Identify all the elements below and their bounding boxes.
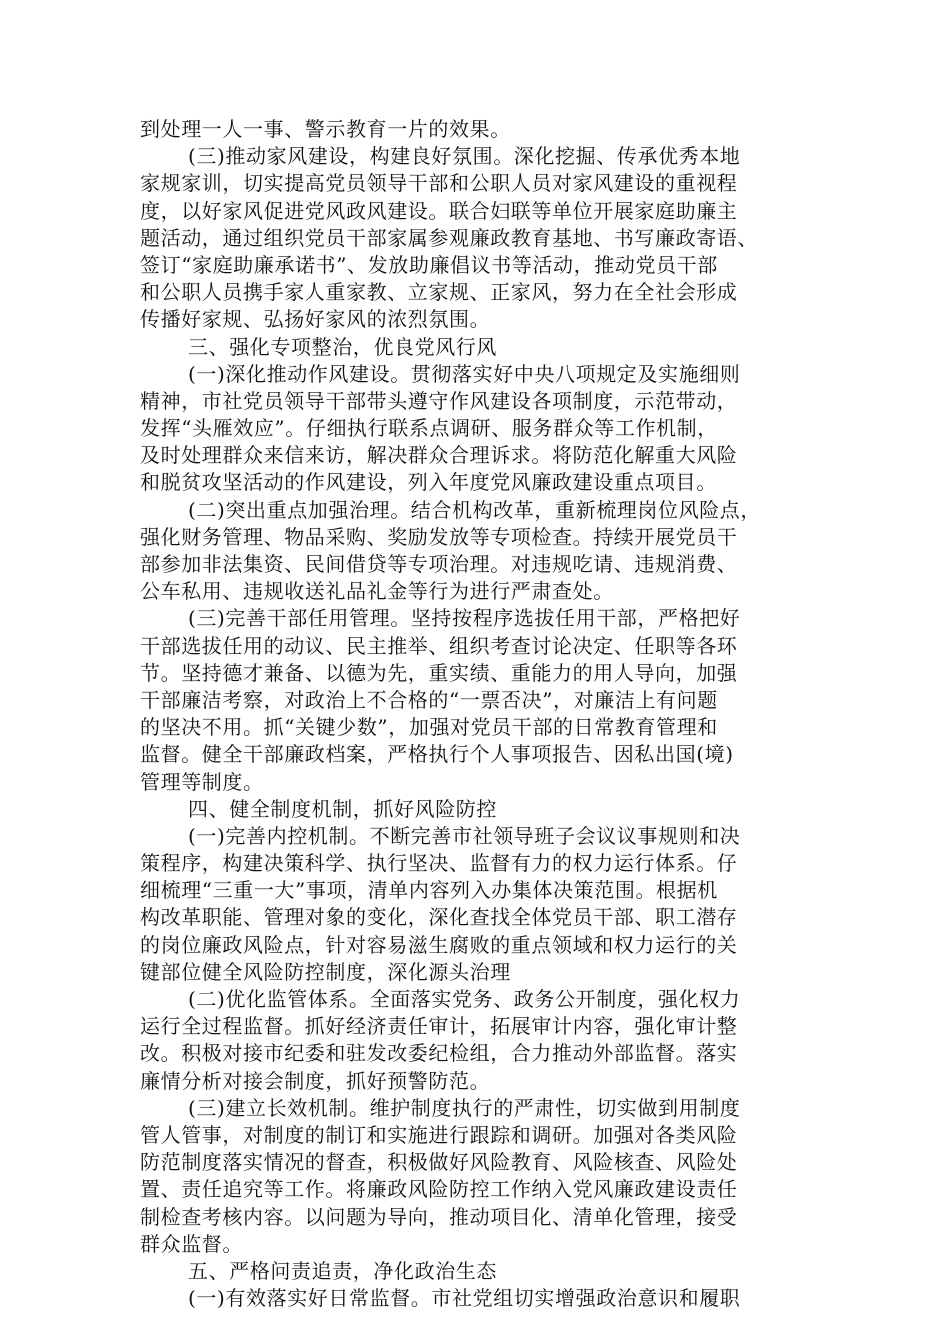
text-line: 构改革职能、管理对象的变化，深化查找全体党员干部、职工潜存: [140, 905, 738, 930]
text-line: 和脱贫攻坚活动的作风建设，列入年度党风廉政建设重点项目。: [140, 470, 717, 495]
text-line: 和公职人员携手家人重家教、立家规、正家风，努力在全社会形成: [140, 280, 738, 305]
text-line: 三、强化专项整治，优良党风行风: [188, 334, 497, 359]
text-line: 发挥“头雁效应”。仔细执行联系点调研、服务群众等工作机制，: [140, 416, 718, 441]
text-line: (三)推动家风建设，构建良好氛围。深化挖掘、传承优秀本地: [188, 144, 741, 169]
text-line: 群众监督。: [140, 1231, 243, 1256]
text-line: (二)优化监管体系。全面落实党务、政务公开制度，强化权力: [188, 987, 741, 1011]
text-line: 干部选拔任用的动议、民主推举、组织考查讨论决定、任职等各环: [140, 633, 738, 658]
text-line: 廉情分析对接会制度，抓好预警防范。: [140, 1068, 491, 1093]
text-line: 制检查考核内容。以问题为导向，推动项目化、清单化管理，接受: [140, 1204, 738, 1229]
text-line: 节。坚持德才兼备、以德为先，重实绩、重能力的用人导向，加强: [140, 660, 738, 685]
text-line: (二)突出重点加强治理。结合机构改革，重新梳理岗位风险点，: [188, 497, 762, 522]
text-line: 传播好家规、弘扬好家风的浓烈氛围。: [140, 307, 491, 332]
text-line: 家规家训，切实提高党员领导干部和公职人员对家风建设的重视程: [140, 171, 738, 196]
text-line: 及时处理群众来信来访，解决群众合理诉求。将防范化解重大风险: [140, 443, 738, 468]
text-line: (一)深化推动作风建设。贯彻落实好中央八项规定及实施细则: [188, 361, 741, 386]
text-line: (三)完善干部任用管理。坚持按程序选拔任用干部，严格把好: [188, 606, 741, 631]
text-line: 防范制度落实情况的督查，积极做好风险教育、风险核查、风险处: [140, 1150, 738, 1175]
text-line: 的岗位廉政风险点，针对容易滋生腐败的重点领域和权力运行的关: [140, 932, 738, 957]
text-line: 运行全过程监督。抓好经济责任审计，拓展审计内容，强化审计整: [140, 1014, 738, 1039]
text-line: 置、责任追究等工作。将廉政风险防控工作纳入党风廉政建设责任: [140, 1177, 738, 1202]
text-line: 公车私用、违规收送礼品礼金等行为进行严肃查处。: [140, 579, 614, 604]
text-line: 改。积极对接市纪委和驻发改委纪检组，合力推动外部监督。落实: [140, 1041, 738, 1066]
text-line: (一)有效落实好日常监督。市社党组切实增强政治意识和履职: [188, 1286, 741, 1311]
text-line: 细梳理“三重一大”事项，清单内容列入办集体决策范围。根据机: [140, 878, 718, 903]
text-line: 部参加非法集资、民间借贷等专项治理。对违规吃请、违规消费、: [140, 552, 738, 576]
text-line: 干部廉洁考察，对政治上不合格的“一票否决”，对廉洁上有问题: [140, 687, 718, 712]
text-line: 的坚决不用。抓“关键少数”，加强对党员干部的日常教育管理和: [140, 715, 718, 740]
document-page: [140, 116, 840, 1312]
text-line: (一)完善内控机制。不断完善市社领导班子会议议事规则和决: [188, 823, 741, 848]
text-line: 四、健全制度机制，抓好风险防控: [188, 796, 497, 821]
text-line: 监督。健全干部廉政档案，严格执行个人事项报告、因私出国(境): [140, 742, 734, 767]
text-line: (三)建立长效机制。维护制度执行的严肃性，切实做到用制度: [188, 1095, 741, 1120]
text-line: 管理等制度。: [140, 769, 264, 794]
text-line: 五、严格问责追责，净化政治生态: [188, 1258, 497, 1283]
text-line: 度，以好家风促进党风政风建设。联合妇联等单位开展家庭助廉主: [140, 198, 738, 223]
text-line: 策程序，构建决策科学、执行坚决、监督有力的权力运行体系。仔: [140, 851, 738, 876]
text-line: 键部位健全风险防控制度，深化源头治理: [140, 959, 511, 984]
text-line: 精神，市社党员领导干部带头遵守作风建设各项制度，示范带动，: [140, 388, 738, 413]
text-line: 强化财务管理、物品采购、奖励发放等专项检查。持续开展党员干: [140, 524, 738, 549]
text-line: 到处理一人一事、警示教育一片的效果。: [140, 117, 511, 141]
text-line: 签订“家庭助廉承诺书”、发放助廉倡议书等活动，推动党员干部: [140, 252, 718, 277]
text-line: 题活动，通过组织党员干部家属参观廉政教育基地、书写廉政寄语、: [140, 225, 758, 250]
text-line: 管人管事，对制度的制订和实施进行跟踪和调研。加强对各类风险: [140, 1122, 738, 1147]
